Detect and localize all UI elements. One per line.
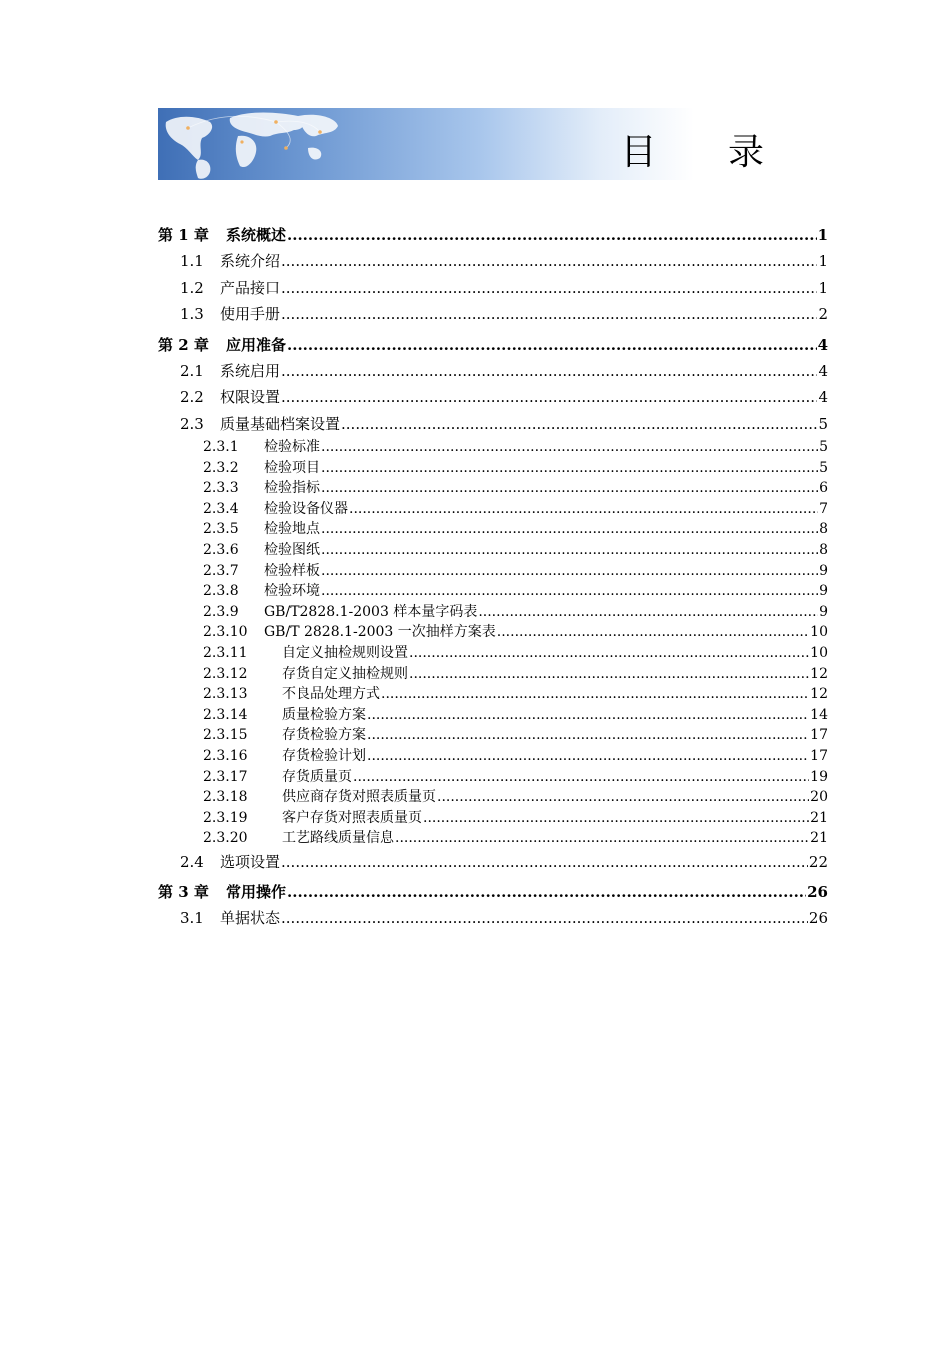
dot-leader (321, 478, 818, 499)
toc-entry-title: GB/T2828.1-2003 样本量字码表 (264, 603, 478, 620)
toc-entry-number: 2.4 (180, 852, 204, 871)
toc-entry-title: 单据状态 (220, 909, 281, 928)
toc-entry[interactable] (158, 478, 828, 499)
toc-entry-number: 2.3 (180, 414, 204, 433)
toc-entry-number: 2.1 (180, 361, 204, 380)
toc-entry-page: 12 (810, 665, 828, 682)
dot-leader (287, 879, 806, 905)
toc-entry-title: 不良品处理方式 (282, 686, 380, 703)
toc-entry[interactable] (158, 664, 828, 685)
toc-entry[interactable] (158, 643, 828, 664)
toc-entry[interactable] (158, 437, 828, 458)
toc-entry-title: 供应商存货对照表质量页 (282, 789, 436, 806)
toc-entry-number: 2.3.1 (203, 439, 239, 455)
toc-entry-title: 检验指标 (264, 480, 320, 497)
toc-entry-page: 9 (819, 603, 828, 620)
dot-leader (287, 332, 817, 358)
toc-entry-title: 检验标准 (264, 439, 320, 455)
toc-entry-title: 检验项目 (264, 459, 320, 476)
toc-entry-title: 检验设备仪器 (264, 500, 348, 517)
toc-entry-page: 4 (818, 388, 828, 406)
toc-entry-page: 5 (819, 459, 828, 476)
dot-leader (281, 301, 817, 328)
toc-entry-page: 21 (810, 809, 828, 826)
dot-leader (497, 622, 809, 643)
dot-leader (321, 540, 818, 561)
toc-entry-number: 第 1 章 (158, 226, 209, 244)
dot-leader (381, 684, 809, 705)
toc-entry-number: 2.3.7 (203, 562, 239, 579)
dot-leader (409, 664, 809, 685)
toc-entry-number: 2.3.19 (203, 809, 248, 826)
toc-entry[interactable] (158, 622, 828, 643)
toc-entry-page: 4 (818, 361, 828, 380)
toc-entry-number: 2.3.20 (203, 830, 248, 847)
dot-leader (281, 248, 817, 275)
toc-entry-title: 存货质量页 (282, 768, 352, 785)
toc-entry-title: 客户存货对照表质量页 (282, 809, 422, 826)
toc-entry-title: 工艺路线质量信息 (282, 830, 394, 847)
dot-leader (321, 458, 818, 479)
toc-entry-page: 6 (819, 480, 828, 497)
toc-entry[interactable] (158, 684, 828, 705)
toc-entry-title: 系统启用 (220, 361, 281, 380)
toc-entry[interactable] (158, 358, 828, 385)
toc-entry-number: 2.3.13 (203, 686, 248, 703)
toc-entry-page: 7 (819, 500, 828, 517)
toc-entry-number: 2.3.17 (203, 768, 248, 785)
toc-entry-title: 自定义抽检规则设置 (282, 644, 408, 661)
toc-entry-number: 1.1 (180, 252, 204, 270)
toc-entry-number: 第 3 章 (158, 883, 209, 902)
toc-entry-page: 5 (818, 414, 828, 433)
toc-entry-page: 8 (819, 521, 828, 538)
toc-entry-page: 8 (819, 541, 828, 558)
dot-leader (281, 384, 817, 411)
toc-entry-title: 产品接口 (220, 278, 281, 297)
toc-entry[interactable] (158, 602, 828, 623)
toc-entry-number: 2.3.15 (203, 727, 248, 744)
toc-entry-number: 2.2 (180, 388, 204, 406)
toc-entry[interactable] (158, 905, 828, 932)
toc-entry-title: 存货自定义抽检规则 (282, 665, 408, 682)
dot-leader (423, 808, 809, 829)
toc-entry-page: 10 (810, 624, 828, 641)
dot-leader (281, 358, 817, 385)
toc-entry-title: 系统介绍 (220, 252, 281, 270)
toc-entry[interactable] (158, 301, 828, 328)
toc-entry-number: 2.3.9 (203, 603, 239, 620)
toc-entry-page: 1 (818, 252, 828, 270)
table-of-contents (158, 222, 828, 932)
dot-leader (287, 222, 817, 248)
dot-leader (281, 275, 817, 302)
toc-entry[interactable] (158, 828, 828, 849)
toc-entry[interactable] (158, 787, 828, 808)
toc-entry-title: 质量检验方案 (282, 706, 366, 723)
toc-entry-title: 检验环境 (264, 583, 320, 600)
toc-entry-title: 应用准备 (226, 335, 287, 354)
toc-entry-title: 存货检验方案 (282, 727, 366, 744)
toc-entry-page: 1 (818, 278, 828, 297)
toc-entry[interactable] (158, 705, 828, 726)
toc-entry-page: 26 (808, 909, 828, 928)
toc-entry-number: 1.3 (180, 305, 204, 323)
toc-entry-number: 第 2 章 (158, 335, 209, 354)
toc-entry-title: 权限设置 (220, 388, 281, 406)
toc-entry-title: 检验地点 (264, 521, 320, 538)
toc-entry-page: 1 (817, 226, 828, 244)
toc-entry-page: 17 (810, 727, 828, 744)
toc-entry[interactable] (158, 222, 828, 248)
dot-leader (367, 705, 809, 726)
toc-entry[interactable] (158, 248, 828, 275)
toc-entry[interactable] (158, 458, 828, 479)
dot-leader (437, 787, 809, 808)
toc-entry-number: 2.3.18 (203, 789, 248, 806)
toc-entry-title: 检验图纸 (264, 541, 320, 558)
toc-entry-title: 质量基础档案设置 (220, 414, 341, 433)
toc-entry-number: 2.3.4 (203, 500, 239, 517)
page-title: 目 录 (620, 132, 794, 173)
dot-leader (367, 725, 809, 746)
dot-leader (321, 437, 818, 458)
toc-entry-number: 2.3.10 (203, 624, 248, 641)
toc-entry-page: 12 (810, 686, 828, 703)
toc-entry-number: 3.1 (180, 909, 204, 928)
toc-entry-page: 26 (807, 883, 828, 902)
toc-entry[interactable] (158, 561, 828, 582)
toc-entry[interactable] (158, 332, 828, 358)
toc-entry-number: 2.3.5 (203, 521, 239, 538)
toc-entry[interactable] (158, 808, 828, 829)
header-banner (158, 108, 828, 180)
toc-entry[interactable] (158, 384, 828, 411)
toc-entry[interactable] (158, 411, 828, 438)
toc-entry-page: 10 (810, 644, 828, 661)
toc-entry[interactable] (158, 275, 828, 302)
toc-entry-title: 系统概述 (226, 226, 287, 244)
dot-leader (349, 499, 818, 520)
dot-leader (281, 849, 808, 876)
toc-entry-number: 2.3.11 (203, 644, 248, 661)
toc-entry-title: 存货检验计划 (282, 747, 366, 764)
toc-entry-number: 2.3.12 (203, 665, 248, 682)
toc-entry-number: 1.2 (180, 278, 204, 297)
dot-leader (341, 411, 817, 438)
toc-entry-number: 2.3.8 (203, 583, 239, 600)
dot-leader (321, 581, 818, 602)
toc-entry-page: 5 (819, 439, 828, 455)
toc-entry-number: 2.3.6 (203, 541, 239, 558)
toc-entry[interactable] (158, 767, 828, 788)
toc-entry-page: 21 (810, 830, 828, 847)
dot-leader (353, 767, 809, 788)
toc-entry[interactable] (158, 499, 828, 520)
dot-leader (409, 643, 809, 664)
toc-entry[interactable] (158, 519, 828, 540)
dot-leader (281, 905, 808, 932)
toc-entry-number: 2.3.16 (203, 747, 248, 764)
toc-entry[interactable] (158, 540, 828, 561)
toc-entry-page: 2 (818, 305, 828, 323)
toc-entry-page: 9 (819, 583, 828, 600)
toc-entry-page: 9 (819, 562, 828, 579)
toc-entry-title: 选项设置 (220, 852, 281, 871)
toc-entry-title: 检验样板 (264, 562, 320, 579)
toc-entry-number: 2.3.3 (203, 480, 239, 497)
dot-leader (395, 828, 809, 849)
toc-entry-title: 常用操作 (226, 883, 287, 902)
dot-leader (367, 746, 809, 767)
toc-entry-page: 17 (810, 747, 828, 764)
toc-entry-number: 2.3.2 (203, 459, 239, 476)
toc-entry-page: 14 (810, 706, 828, 723)
world-map-icon (158, 108, 638, 180)
toc-entry[interactable] (158, 849, 828, 876)
toc-entry-page: 19 (810, 768, 828, 785)
toc-entry[interactable] (158, 725, 828, 746)
toc-entry-page: 20 (810, 789, 828, 806)
toc-entry[interactable] (158, 879, 828, 905)
toc-entry-number: 2.3.14 (203, 706, 248, 723)
toc-entry-title: GB/T 2828.1-2003 一次抽样方案表 (264, 624, 496, 641)
dot-leader (321, 561, 818, 582)
toc-entry-page: 22 (808, 852, 828, 871)
toc-entry-title: 使用手册 (220, 305, 281, 323)
dot-leader (478, 602, 818, 623)
toc-entry[interactable] (158, 746, 828, 767)
toc-entry[interactable] (158, 581, 828, 602)
dot-leader (321, 519, 818, 540)
toc-entry-page: 4 (817, 335, 828, 354)
